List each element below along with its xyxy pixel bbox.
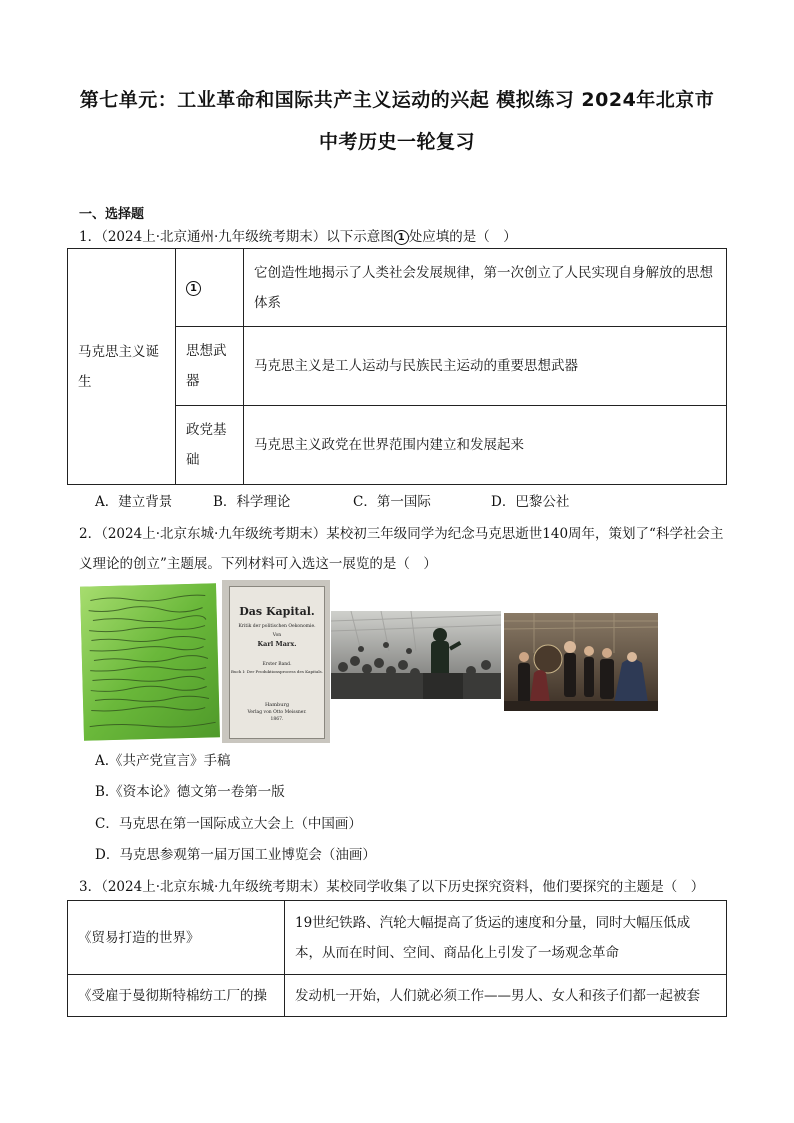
option-a[interactable]: A．建立背景 bbox=[95, 494, 173, 510]
question-1-stem: 1．（2024上·北京通州·九年级统考期末）以下示意图 1 处应填的是（ ） bbox=[79, 229, 517, 245]
table-value-cell: 马克思主义政党在世界范围内建立和发展起来 bbox=[244, 406, 727, 485]
circled-number-icon: 1 bbox=[186, 281, 201, 296]
question-3-stem: 3．（2024上·北京东城·九年级统考期末）某校同学收集了以下历史探究资料，他们要探究的主题是（ ） bbox=[79, 879, 705, 895]
page-title-line2: 中考历史一轮复习 bbox=[318, 131, 475, 153]
table-left-cell: 《受雇于曼彻斯特棉纺工厂的操 bbox=[68, 975, 285, 1017]
option-c[interactable]: C．第一国际 bbox=[353, 494, 431, 510]
table-key-cell: 思想武器 bbox=[176, 327, 244, 406]
table-left-cell: 马克思主义诞生 bbox=[68, 249, 176, 485]
table-left-cell: 《贸易打造的世界》 bbox=[68, 901, 285, 975]
table-value-cell: 它创造性地揭示了人类社会发展规律，第一次创立了人民实现自身解放的思想体系 bbox=[244, 249, 727, 327]
question-3-table bbox=[67, 900, 727, 1017]
question-1-table bbox=[67, 248, 727, 485]
world-exhibition-painting bbox=[504, 613, 658, 711]
section-heading: 一、选择题 bbox=[79, 207, 145, 222]
table-right-cell: 19世纪铁路、汽轮大幅提高了货运的速度和分量，同时大幅压低成本，从而在时间、空间、商品化上引发了一场观念革命 bbox=[285, 901, 727, 975]
table-key-cell bbox=[176, 249, 244, 327]
circled-number-icon: 1 bbox=[394, 230, 409, 245]
question-2-stem: 2．（2024上·北京东城·九年级统考期末）某校初三年级同学为纪念马克思逝世140周年，策划了“科学社会主义理论的创立”主题展。下列材料可入选这一展览的是（ ） bbox=[79, 526, 724, 572]
first-international-painting bbox=[331, 611, 501, 699]
option-d[interactable]: D．巴黎公社 bbox=[491, 494, 570, 510]
das-kapital-image: Das Kapital. Kritik der politischen Oekonomie. Von Karl Marx. Erster Band. Buch I: Der Produktionsprocess des Kapitals. Hamburg Verlag von Otto Meissner. 1867. bbox=[222, 580, 330, 743]
question-1-options bbox=[95, 487, 569, 517]
table-key-cell: 政党基础 bbox=[176, 406, 244, 485]
option-b[interactable]: B.《资本论》德文第一卷第一版 bbox=[95, 784, 285, 800]
page-title-line1: 第七单元：工业革命和国际共产主义运动的兴起 模拟练习 2024年北京市 bbox=[79, 89, 715, 111]
manuscript-image bbox=[80, 583, 220, 741]
option-c[interactable]: C．马克思在第一国际成立大会上（中国画） bbox=[95, 816, 362, 832]
table-value-cell: 马克思主义是工人运动与民族民主运动的重要思想武器 bbox=[244, 327, 727, 406]
table-right-cell: 发动机一开始，人们就必须工作——男人、女人和孩子们都一起被套 bbox=[285, 975, 727, 1017]
option-a[interactable]: A.《共产党宣言》手稿 bbox=[95, 753, 231, 769]
option-d[interactable]: D．马克思参观第一届万国工业博览会（油画） bbox=[95, 847, 376, 863]
option-b[interactable]: B．科学理论 bbox=[213, 494, 291, 510]
